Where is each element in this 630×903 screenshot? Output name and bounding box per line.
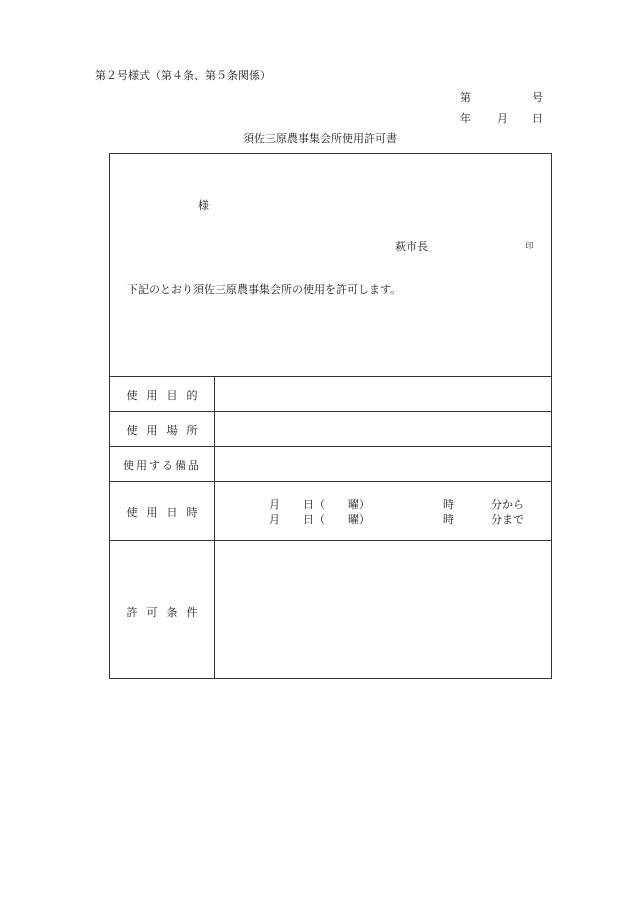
seal-mark: 印 (525, 242, 534, 252)
label-conditions: 許可条件 (126, 606, 207, 619)
date-day: 日 (532, 112, 543, 125)
row-divider (110, 540, 551, 541)
addressee-suffix: 様 (198, 199, 209, 212)
datetime-from-hour: 時 (443, 498, 454, 511)
datetime-from-month: 月 (269, 498, 280, 511)
datetime-from-day: 日（ (303, 498, 325, 511)
doc-number-prefix: 第 (460, 91, 471, 104)
document-title: 須佐三原農事集会所使用許可書 (243, 132, 397, 145)
label-datetime: 使用日時 (126, 506, 207, 519)
datetime-to-day: 日（ (303, 513, 325, 526)
permit-statement: 下記のとおり須佐三原農事集会所の使用を許可します。 (127, 283, 402, 296)
datetime-to-minute: 分まで (491, 513, 524, 526)
row-divider (110, 411, 551, 412)
datetime-to-hour: 時 (443, 513, 454, 526)
datetime-to-weekday: 曜） (348, 513, 370, 526)
datetime-to-month: 月 (269, 513, 280, 526)
issuer-title: 萩市長 (395, 240, 428, 253)
doc-number-suffix: 号 (532, 91, 543, 104)
date-year: 年 (460, 112, 471, 125)
datetime-from-minute: 分から (491, 498, 524, 511)
row-divider (110, 376, 551, 377)
row-divider (110, 481, 551, 482)
column-divider (214, 376, 215, 678)
row-divider (110, 446, 551, 447)
datetime-from-weekday: 曜） (348, 498, 370, 511)
label-purpose: 使用目的 (126, 389, 207, 402)
form-number: 第２号様式（第４条、第５条関係） (95, 69, 271, 82)
permit-form-table (109, 153, 552, 679)
label-equipment: 使用する備品 (123, 459, 201, 472)
label-place: 使用場所 (126, 424, 207, 437)
date-month: 月 (497, 112, 508, 125)
